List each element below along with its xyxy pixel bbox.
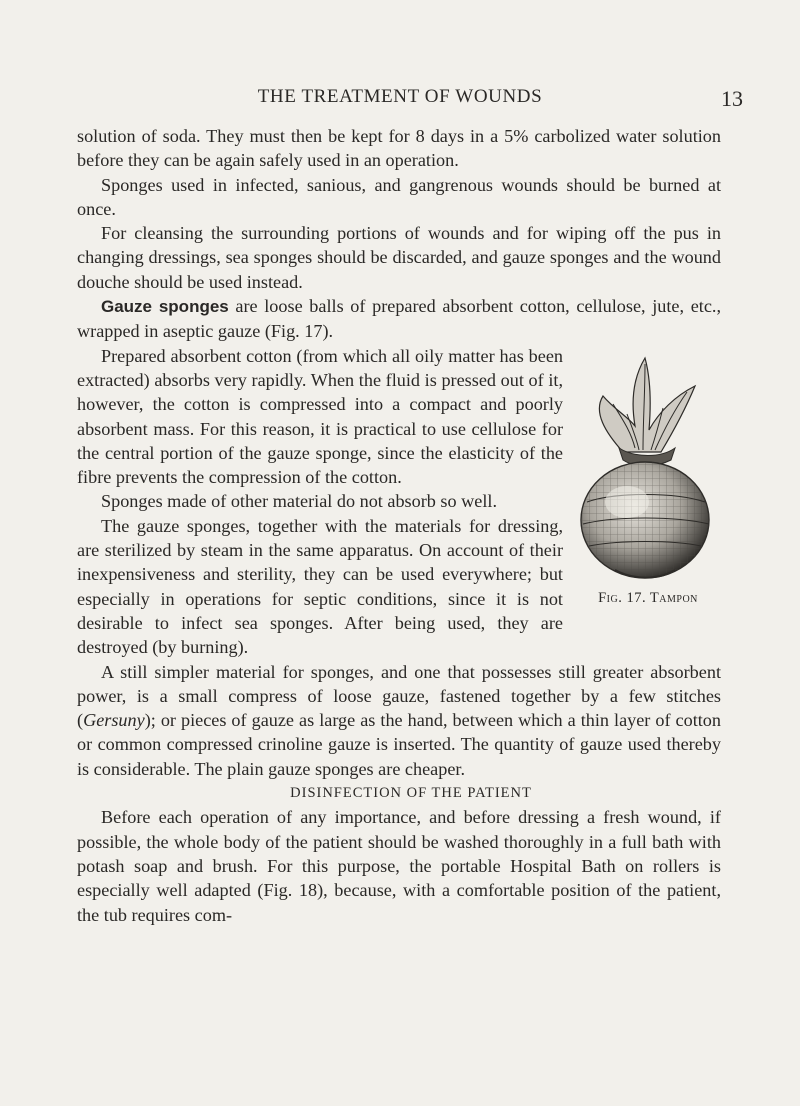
paragraph-text: ); or pieces of gauze as large as the hand, between which a thin layer of cotton or common compressed crinoline gauze is inserted. The quantity of gauze used thereby is considerable. The plain gauze sponges are cheaper. bbox=[77, 710, 721, 779]
paragraph: Before each operation of any importance, and before dressing a fresh wound, if possible, the whole body of the patient should be washed thoroughly in a full bath with potash soap and brush. For this purpose, the portable Hospital Bath on rollers is especially well adapted (Fig. 18), because, with a comfortable position of the patient, the tub requires com- bbox=[77, 807, 721, 925]
paragraph bbox=[77, 660, 721, 781]
paragraph: Sponges used in infected, sanious, and gangrenous wounds should be burned at once. bbox=[77, 174, 721, 219]
paragraph: Prepared absorbent cotton (from which all oily matter has been extracted) absorbs very rapidly. When the fluid is pressed out of it, however, the cotton is compressed into a compact and poorly absorbent mass. For this reason, it is practical to use cellulose for the central portion of the gauze sponge, since the elasticity of the fibre prevents the compression of the cotton. bbox=[77, 345, 563, 488]
tampon-illustration bbox=[575, 352, 717, 582]
body-text bbox=[77, 124, 721, 927]
paragraph-text: A still simpler material for sponges, and one that possesses still greater absorbent power, is a small compress of loose gauze, fastened together by a few stitches ( bbox=[77, 661, 721, 731]
paragraph: Sponges made of other material do not absorb so well. bbox=[101, 491, 497, 512]
paragraph: The gauze sponges, together with the materials for dressing, are sterilized by steam in the same apparatus. On account of their inexpensiveness and sterility, they can be used everywhere; but especially in operations for septic conditions, since it is not desirable to infect sea sponges. After being used, they are destroyed (by burning). bbox=[77, 515, 563, 658]
paragraph bbox=[77, 294, 721, 344]
italic-name: Gersuny bbox=[83, 710, 145, 731]
figure-tampon bbox=[571, 344, 721, 622]
running-head: THE TREATMENT OF WOUNDS bbox=[257, 86, 543, 107]
paragraph: For cleansing the surrounding portions of wounds and for wiping off the pus in changing dressings, sea sponges should be discarded, and gauze sponges and the wound douche should be used instead. bbox=[77, 223, 721, 292]
paragraph: solution of soda. They must then be kept for 8 days in a 5% carbolized water solution before they can be again safely used in an operation. bbox=[77, 126, 721, 171]
page-number: 13 bbox=[721, 86, 743, 111]
paragraph-text: are loose balls of prepared absorbent cotton, cellulose, jute, etc., wrapped in aseptic gauze (Fig. 17). bbox=[77, 296, 721, 342]
figure-caption: Fig. 17. Tampon bbox=[598, 589, 698, 606]
page-header bbox=[0, 86, 800, 112]
bold-term: Gauze sponges bbox=[101, 297, 229, 317]
section-heading: DISINFECTION OF THE PATIENT bbox=[290, 785, 532, 802]
